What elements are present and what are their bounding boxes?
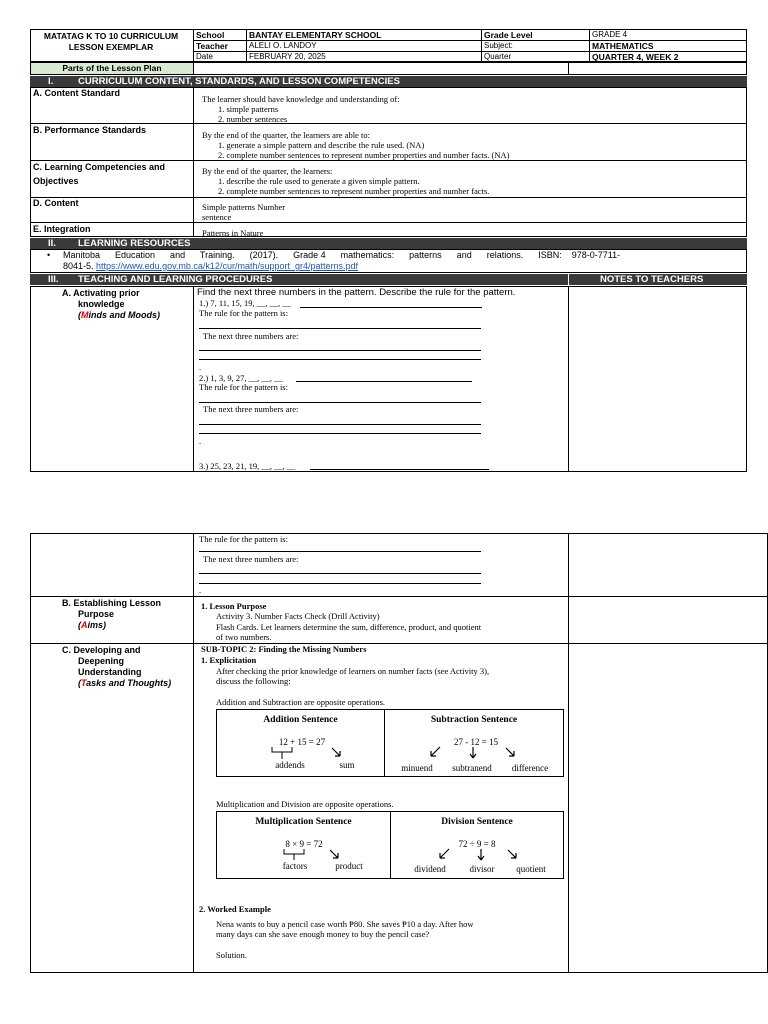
competencies-label-line-1: C. Learning Competencies and — [33, 162, 166, 172]
multiplication-sentence-title: Multiplication Sentence — [255, 817, 352, 827]
performance-standards-item-2: 2. complete number sentences to represent number properties and number facts. (NA) — [218, 150, 510, 160]
section-1-header — [30, 76, 747, 87]
competencies-intro: By the end of the quarter, the learners: — [202, 166, 333, 176]
notes-to-teachers-title: NOTES TO TEACHERS — [600, 274, 704, 285]
question-1: 1.) 7, 11, 15, 19, __, __, __ — [199, 298, 291, 308]
section-3-number: III. — [48, 274, 59, 285]
resource-reference-line-2 — [63, 261, 358, 271]
activating-label-line-1: A. Activating prior — [62, 288, 140, 298]
content-line-2: sentence — [202, 212, 232, 222]
factors-label: factors — [282, 861, 308, 871]
quotient-label: quotient — [516, 864, 546, 874]
resource-link[interactable]: https://www.edu.gov.mb.ca/k12/cur/math/support_gr4/patterns.pdf — [96, 261, 359, 271]
date-label: Date — [196, 52, 213, 61]
next-label-2: The next three numbers are: — [203, 404, 299, 414]
subtrahend-label: subtranend — [452, 763, 492, 773]
difference-label: difference — [511, 763, 549, 773]
establishing-label-line-2: Purpose — [78, 609, 115, 619]
rule-label-2: The rule for the pattern is: — [199, 382, 288, 392]
subtraction-equation: 27 - 12 = 15 — [453, 737, 499, 747]
product-label: product — [335, 861, 363, 871]
multiplication-equation: 8 × 9 = 72 — [285, 839, 323, 849]
grade-value: GRADE 4 — [592, 30, 628, 39]
subtopic-heading: SUB-TOPIC 2: Finding the Missing Numbers — [201, 644, 367, 654]
section-2-number: II. — [48, 238, 56, 249]
lesson-purpose-heading: 1. Lesson Purpose — [201, 601, 267, 611]
subject-value: MATHEMATICS — [592, 41, 654, 51]
content-label: D. Content — [33, 198, 79, 208]
worked-example-line-1: Nena wants to buy a pencil case worth ₱80. She saves ₱10 a day. After how — [216, 919, 474, 929]
content-standard-intro: The learner should have knowledge and understanding of: — [202, 94, 400, 104]
developing-label-line-1: C. Developing and — [62, 645, 141, 655]
grade-label: Grade Level — [484, 30, 533, 40]
establishing-label-line-1: B. Establishing Lesson — [62, 598, 162, 608]
parts-label: Parts of the Lesson Plan — [31, 63, 193, 74]
resource-bullet: • — [47, 250, 51, 260]
content-line-1: Simple patterns Number — [202, 202, 286, 212]
worked-example-line-2: many days can she save enough money to buy the pencil case? — [216, 929, 430, 939]
integration-label: E. Integration — [33, 224, 91, 234]
resource-reference-line-1: Manitoba Education and Training. (2017). Grade 4 mathematics: patterns and relations. ISBN: 978-0-7711- — [63, 250, 621, 260]
division-equation: 72 ÷ 9 = 8 — [458, 839, 496, 849]
section-3-header — [30, 274, 747, 285]
lesson-purpose-line-2: Flash Cards. Let learners determine the sum, difference, product, and quotient — [216, 622, 482, 632]
performance-standards-label: B. Performance Standards — [33, 125, 147, 135]
quarter-label: Quarter — [484, 52, 512, 61]
dividend-label: dividend — [414, 864, 446, 874]
section-2-title: LEARNING RESOURCES — [78, 238, 191, 249]
sum-label: sum — [339, 760, 355, 770]
dot-3: . — [199, 585, 202, 595]
subtraction-arrows — [420, 745, 530, 763]
school-label: School — [196, 30, 225, 40]
addition-sentence-title: Addition Sentence — [263, 715, 338, 725]
competencies-label-line-2: Objectives — [33, 176, 79, 186]
section-2-header — [30, 238, 747, 249]
minuend-label: minuend — [401, 763, 433, 773]
developing-label-line-2: Deepening — [78, 656, 125, 666]
establishing-subtitle: (Aims) — [78, 620, 107, 630]
rule-label-1: The rule for the pattern is: — [199, 308, 288, 318]
school-value: BANTAY ELEMENTARY SCHOOL — [249, 30, 382, 40]
developing-label-line-3: Understanding — [78, 667, 142, 677]
competencies-item-1: 1. describe the rule used to generate a given simple pattern. — [218, 176, 420, 186]
content-standard-label: A. Content Standard — [33, 88, 120, 98]
competencies-item-2: 2. complete number sentences to represent number properties and number facts. — [218, 186, 490, 196]
integration-value: Patterns in Nature — [202, 228, 264, 238]
question-3: 3.) 25, 23, 21, 19, __, __, __ — [199, 461, 296, 471]
explicitation-heading: 1. Explicitation — [201, 655, 257, 665]
explicitation-line-1: After checking the prior knowledge of learners on number facts (see Activity 3), — [216, 666, 490, 676]
content-standard-item-2: 2. number sentences — [218, 114, 288, 124]
lesson-purpose-line-3: of two numbers. — [216, 632, 272, 642]
section-1-number: I. — [48, 76, 54, 87]
subtraction-sentence-title: Subtraction Sentence — [430, 715, 518, 725]
performance-standards-intro: By the end of the quarter, the learners are able to: — [202, 130, 370, 140]
explicitation-line-2: discuss the following: — [216, 676, 291, 686]
division-arrows — [430, 847, 530, 865]
divisor-label: divisor — [469, 864, 495, 874]
developing-subtitle: (Tasks and Thoughts) — [78, 678, 172, 688]
dot-1: . — [199, 362, 202, 372]
next-label-1: The next three numbers are: — [203, 331, 299, 341]
worked-example-heading: 2. Worked Example — [199, 904, 271, 914]
teacher-value: ALELI O. LANDOY — [249, 41, 317, 50]
teacher-label: Teacher — [196, 41, 228, 51]
add-sub-statement: Addition and Subtraction are opposite operations. — [216, 697, 386, 707]
resource-isbn-tail: 8041-5. — [63, 261, 94, 271]
addends-label: addends — [275, 760, 305, 770]
quarter-value: QUARTER 4, WEEK 2 — [592, 52, 679, 62]
addition-arrows — [262, 746, 362, 762]
question-2: 2.) 1, 3, 9, 27, __, __, __ — [199, 373, 283, 383]
activating-label-line-2: knowledge — [78, 299, 125, 309]
solution-label: Solution. — [216, 950, 247, 960]
addition-equation: 12 + 15 = 27 — [278, 737, 326, 747]
rule-label-3: The rule for the pattern is: — [199, 534, 288, 544]
section-3-title: TEACHING AND LEARNING PROCEDURES — [78, 274, 273, 285]
lesson-purpose-line-1: Activity 3. Number Facts Check (Drill Activity) — [216, 611, 380, 621]
performance-standards-item-1: 1. generate a simple pattern and describe the rule used. (NA) — [218, 140, 425, 150]
date-value: FEBRUARY 20, 2025 — [249, 52, 326, 61]
activating-instruction: Find the next three numbers in the pattern. Describe the rule for the pattern. — [197, 287, 516, 298]
activating-subtitle: (Minds and Moods) — [78, 310, 160, 320]
next-label-3: The next three numbers are: — [203, 554, 299, 564]
content-standard-item-1: 1. simple patterns — [218, 104, 279, 114]
subject-label: Subject: — [484, 41, 513, 50]
section-1-title: CURRICULUM CONTENT, STANDARDS, AND LESSON COMPETENCIES — [78, 76, 400, 87]
division-sentence-title: Division Sentence — [441, 817, 513, 827]
dot-2: . — [199, 436, 202, 446]
mul-div-statement: Multiplication and Division are opposite operations. — [216, 799, 394, 809]
header-title: MATATAG K TO 10 CURRICULUM LESSON EXEMPLAR — [43, 31, 179, 52]
